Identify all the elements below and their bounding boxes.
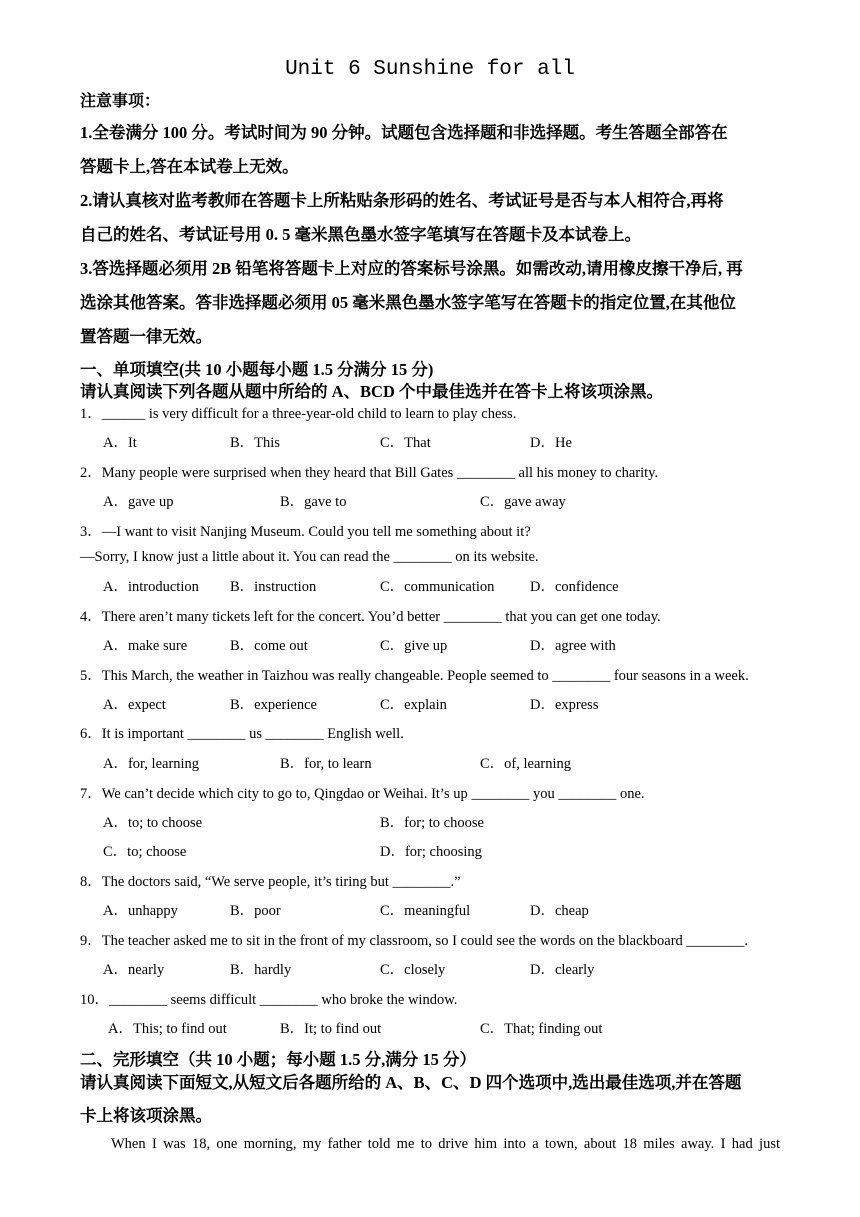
option[interactable]: C．That; finding out [480, 1021, 603, 1037]
option[interactable]: B．gave to [280, 494, 347, 510]
question-3-stem-2: —Sorry, I know just a little about it. You can read the ________ on its website. [80, 549, 539, 565]
option[interactable]: C．give up [380, 638, 448, 654]
option[interactable]: A．for, learning [103, 756, 200, 772]
option[interactable]: C．of, learning [480, 756, 572, 772]
option[interactable]: B．This [230, 435, 280, 451]
option[interactable]: B．experience [230, 697, 317, 713]
section2-instruction-1: 请认真阅读下面短文,从短文后各题所给的 A、B、C、D 四个选项中,选出最佳选项,并在答题 [80, 1073, 742, 1092]
notes-line-1: 1.全卷满分 100 分。考试时间为 90 分钟。试题包含选择题和非选择题。考生答题全部答在 [80, 123, 728, 142]
notes-line-4: 自己的姓名、考试证号用 0. 5 毫米黑色墨水签字笔填写在答题卡及本试卷上。 [80, 225, 641, 244]
question-9-options [103, 958, 803, 978]
cloze-passage: When I was 18, one morning, my father told me to drive him into a town, about 18 miles away. I had just [111, 1136, 780, 1152]
section2-instruction-2: 卡上将该项涂黑。 [80, 1106, 212, 1125]
option[interactable]: A．make sure [103, 638, 188, 654]
option[interactable]: A．to; to choose [103, 815, 203, 831]
option[interactable]: C．That [380, 435, 431, 451]
question-10-stem: 10．________ seems difficult ________ who broke the window. [80, 992, 458, 1008]
notes-line-2: 答题卡上,答在本试卷上无效。 [80, 157, 299, 176]
option[interactable]: C．closely [380, 962, 446, 978]
option[interactable]: C．meaningful [380, 903, 471, 919]
question-10-options [108, 1017, 808, 1037]
option[interactable]: C．explain [380, 697, 447, 713]
option[interactable]: D．He [530, 435, 572, 451]
option[interactable]: A．expect [103, 697, 166, 713]
section1-instruction: 请认真阅读下列各题从题中所给的 A、BCD 个中最佳选并在答卡上将该项涂黑。 [80, 382, 664, 401]
page-title: Unit 6 Sunshine for all [285, 58, 575, 81]
option[interactable]: D．agree with [530, 638, 616, 654]
option[interactable]: D．express [530, 697, 599, 713]
question-8-stem: 8．The doctors said, “We serve people, it’s tiring but ________.” [80, 874, 461, 890]
notes-heading: 注意事项： [80, 93, 161, 110]
question-5-stem: 5．This March, the weather in Taizhou was really changeable. People seemed to ________ four seasons in a week. [80, 668, 749, 684]
notes-line-5: 3.答选择题必须用 2B 铅笔将答题卡上对应的答案标号涂黑。如需改动,请用橡皮擦干净后, 再 [80, 259, 743, 278]
option[interactable]: B．come out [230, 638, 308, 654]
option[interactable]: C．to; choose [103, 844, 187, 860]
option[interactable]: C．communication [380, 579, 495, 595]
question-1-stem: 1．______ is very difficult for a three-year-old child to learn to play chess. [80, 406, 517, 422]
option[interactable]: B．instruction [230, 579, 317, 595]
question-6-options [103, 752, 803, 772]
option[interactable]: B．for, to learn [280, 756, 372, 772]
question-2-options [103, 490, 803, 510]
notes-line-7: 置答题一律无效。 [80, 327, 212, 346]
section2-title: 二、完形填空（共 10 小题；每小题 1.5 分,满分 15 分） [80, 1050, 476, 1069]
option[interactable]: A．This; to find out [108, 1021, 227, 1037]
option[interactable]: A．introduction [103, 579, 199, 595]
question-7-options-row-1 [103, 811, 803, 831]
option[interactable]: B．poor [230, 903, 281, 919]
question-4-stem: 4．There aren’t many tickets left for the concert. You’d better ________ that you can get one today. [80, 609, 661, 625]
option[interactable]: B．hardly [230, 962, 292, 978]
question-8-options [103, 899, 803, 919]
question-3-options [103, 575, 803, 595]
section1-title: 一、单项填空(共 10 小题每小题 1.5 分满分 15 分) [80, 360, 434, 379]
question-3-stem: 3．—I want to visit Nanjing Museum. Could you tell me something about it? [80, 524, 531, 540]
question-6-stem: 6．It is important ________ us ________ English well. [80, 726, 404, 742]
option[interactable]: A．unhappy [103, 903, 178, 919]
option[interactable]: A．It [103, 435, 137, 451]
option[interactable]: B．for; to choose [380, 815, 484, 831]
question-7-options-row-2 [103, 840, 803, 860]
option[interactable]: D．confidence [530, 579, 619, 595]
question-9-stem: 9．The teacher asked me to sit in the front of my classroom, so I could see the words on the blackboard ________. [80, 933, 749, 949]
question-5-options [103, 693, 803, 713]
notes-line-3: 2.请认真核对监考教师在答题卡上所粘贴条形码的姓名、考试证号是否与本人相符合,再将 [80, 191, 724, 210]
option[interactable]: A．nearly [103, 962, 165, 978]
option[interactable]: A．gave up [103, 494, 174, 510]
question-7-stem: 7．We can’t decide which city to go to, Qingdao or Weihai. It’s up ________ you ________ one. [80, 786, 645, 802]
question-4-options [103, 634, 803, 654]
option[interactable]: D．cheap [530, 903, 589, 919]
option[interactable]: D．for; choosing [380, 844, 482, 860]
option[interactable]: D．clearly [530, 962, 595, 978]
option[interactable]: B．It; to find out [280, 1021, 382, 1037]
option[interactable]: C．gave away [480, 494, 566, 510]
question-1-options [103, 431, 803, 451]
notes-line-6: 选涂其他答案。答非选择题必须用 05 毫米黑色墨水签字笔写在答题卡的指定位置,在其他位 [80, 293, 736, 312]
question-2-stem: 2．Many people were surprised when they heard that Bill Gates ________ all his money to charity. [80, 465, 659, 481]
